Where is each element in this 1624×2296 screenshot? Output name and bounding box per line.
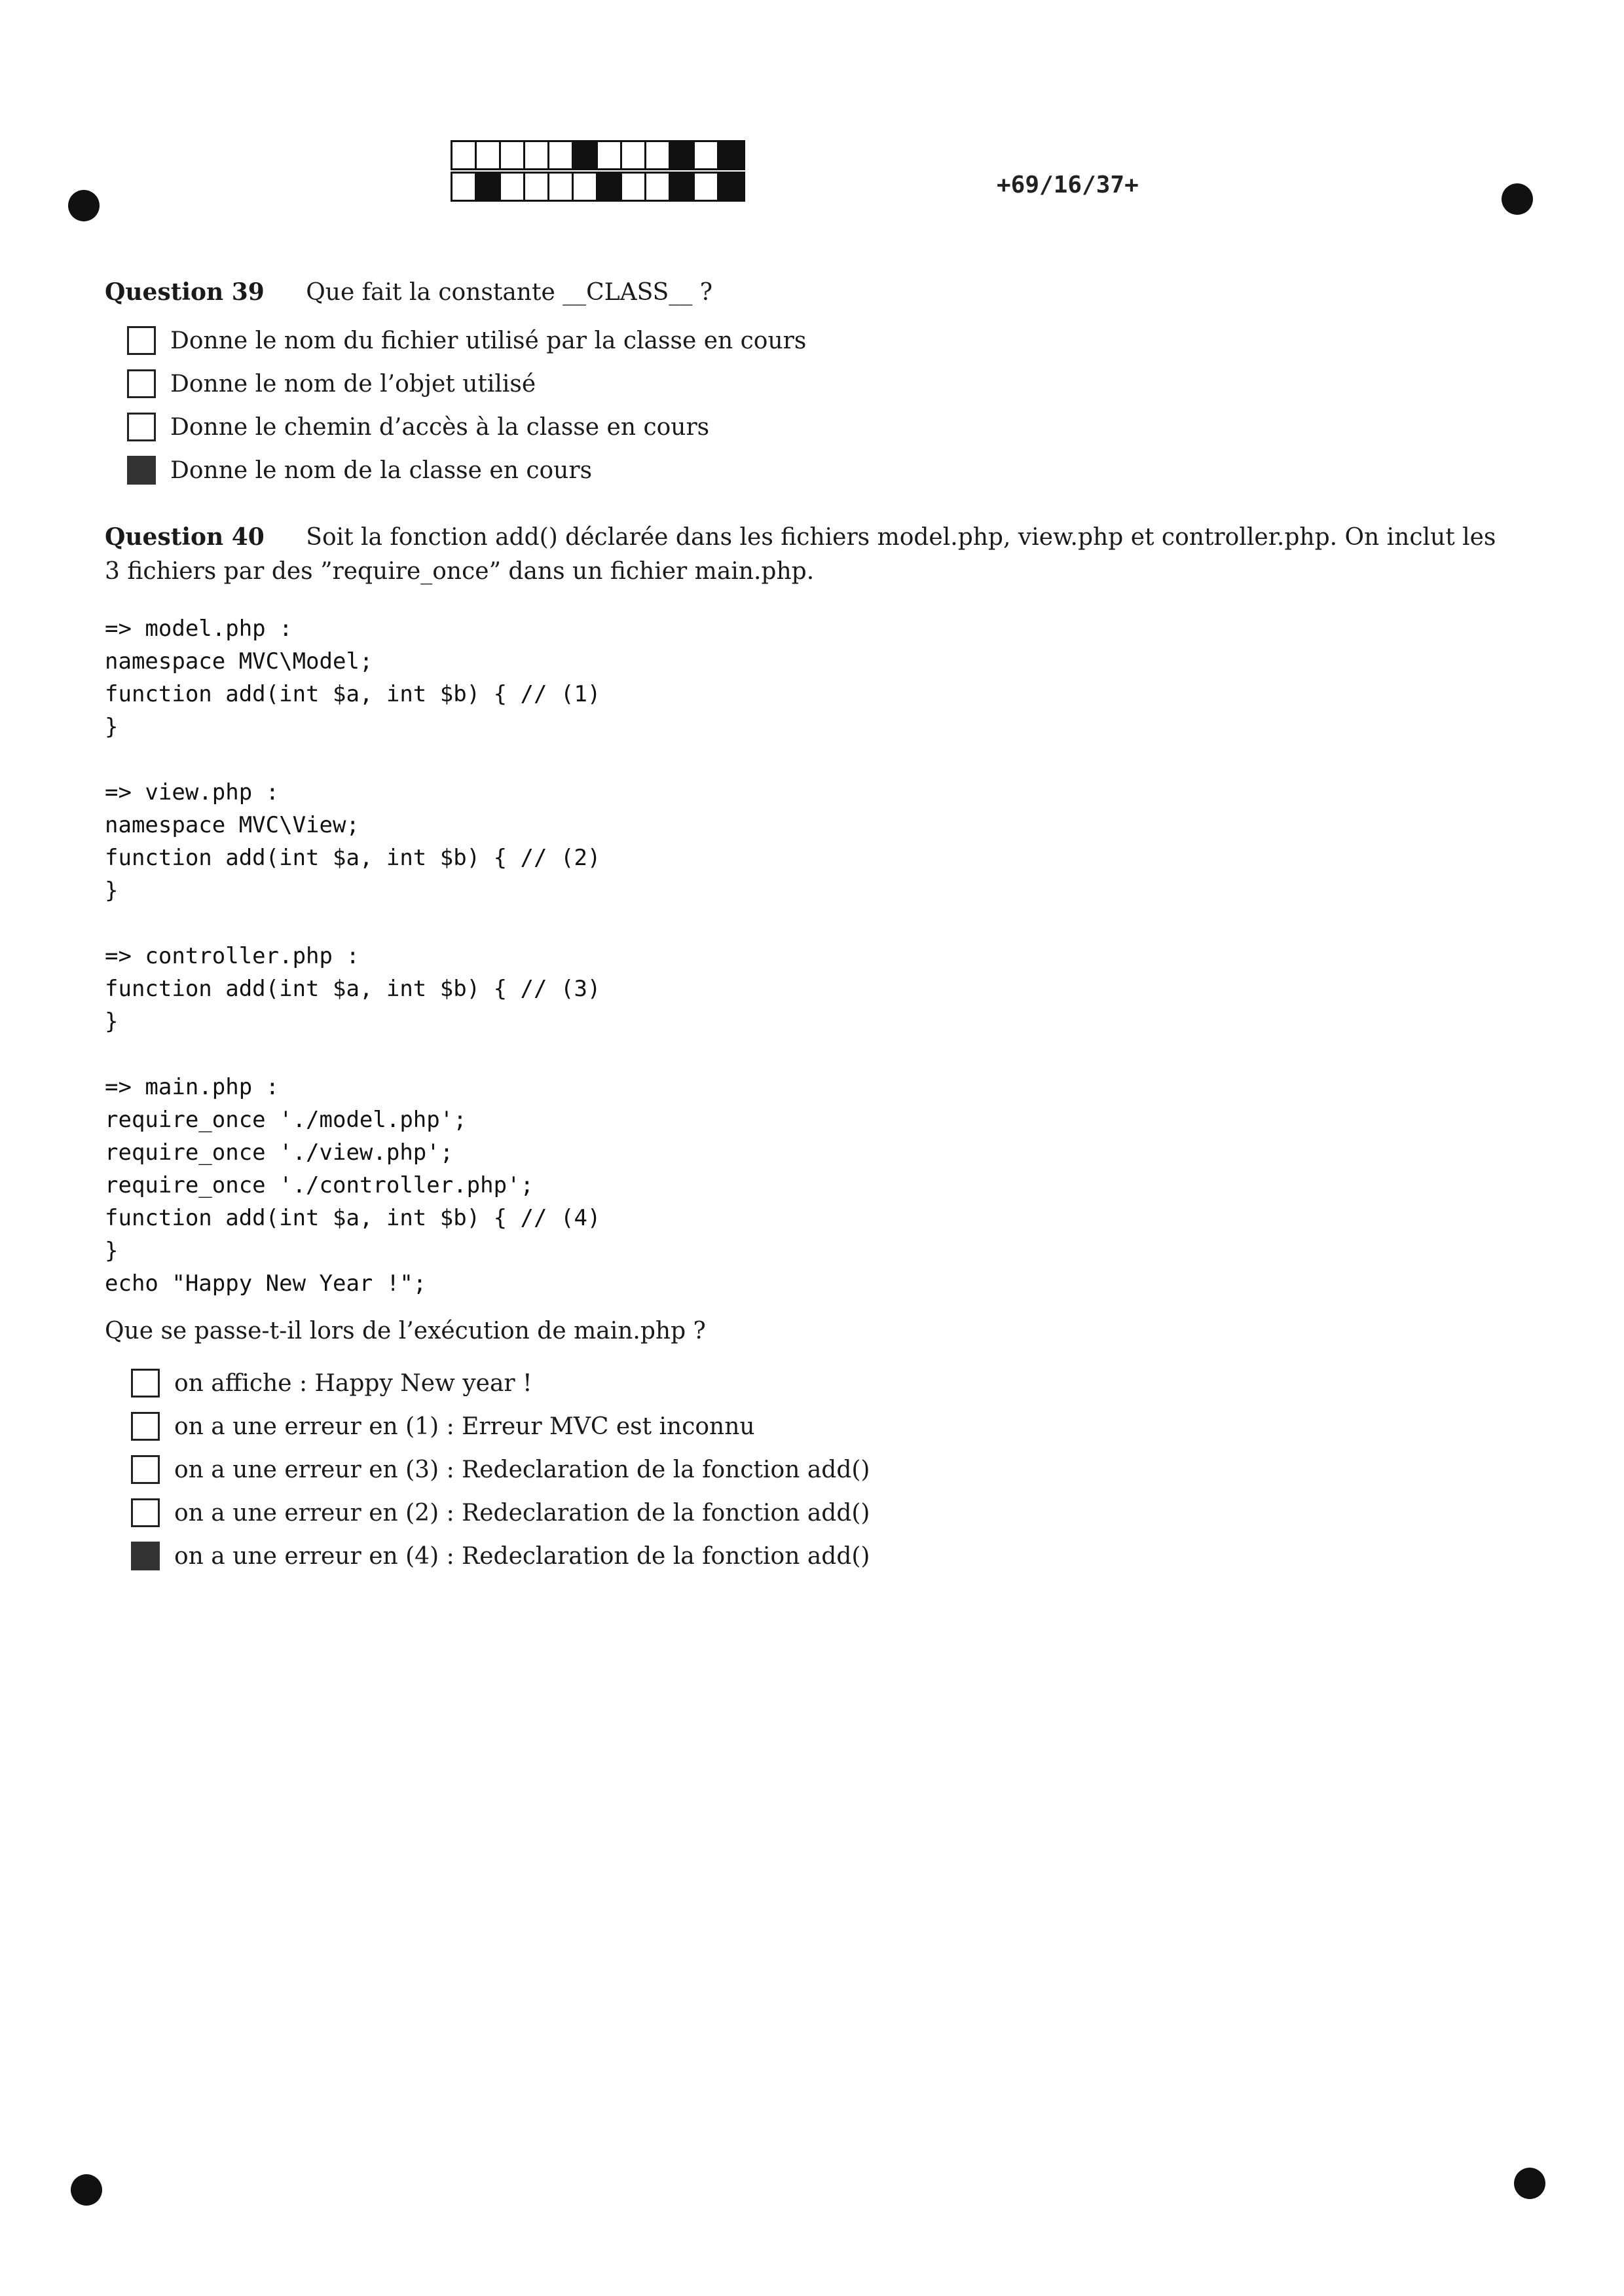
code-block-model: => model.php : namespace MVC\Model; function add(int $a, int $b) { // (1) } — [105, 616, 601, 740]
code-cell — [646, 142, 671, 168]
code-cell — [719, 174, 743, 200]
code-cell — [671, 142, 695, 168]
code-cell — [501, 142, 525, 168]
answer-choice[interactable] — [131, 1361, 1506, 1405]
choice-text: Donne le nom de la classe en cours — [170, 456, 593, 484]
question-label: Question 39 — [105, 278, 265, 306]
registration-mark-bottom-right — [1514, 2168, 1545, 2199]
checkbox[interactable] — [131, 1412, 160, 1441]
checkbox[interactable] — [131, 1498, 160, 1527]
answer-choice[interactable] — [131, 1534, 1506, 1578]
question-prompt: Que se passe-t-il lors de l’exécution de main.php ? — [105, 1318, 706, 1344]
code-cell — [574, 142, 598, 168]
question-text: Soit la fonction add() déclarée dans les fichiers model.php, view.php et controller.php. On inclut les 3 fichiers par des ”require_once” dans un fichier main.php. — [105, 524, 1496, 585]
choice-text: Donne le nom de l’objet utilisé — [170, 370, 536, 398]
code-cell — [501, 174, 525, 200]
code-block-controller: => controller.php : function add(int $a, int $b) { // (3) } — [105, 943, 601, 1035]
page-identifier: +69/16/37+ — [997, 172, 1139, 198]
code-cell — [622, 142, 646, 168]
code-cell — [452, 142, 477, 168]
answer-choices — [127, 319, 1506, 492]
question-40 — [105, 520, 1506, 1578]
answer-choice[interactable] — [131, 1405, 1506, 1448]
question-39-header — [105, 275, 1506, 310]
code-cell — [622, 174, 646, 200]
choice-text: on affiche : Happy New year ! — [174, 1369, 532, 1397]
registration-mark-bottom-left — [71, 2174, 102, 2206]
answer-choice[interactable] — [131, 1448, 1506, 1491]
checkbox[interactable] — [127, 369, 156, 398]
code-cell — [477, 142, 501, 168]
code-cell — [646, 174, 671, 200]
registration-mark-top-right — [1502, 183, 1533, 215]
code-block-view: => view.php : namespace MVC\View; function add(int $a, int $b) { // (2) } — [105, 779, 601, 904]
answer-choice[interactable] — [131, 1491, 1506, 1534]
code-cell — [477, 174, 501, 200]
code-cell — [719, 142, 743, 168]
choice-text: on a une erreur en (1) : Erreur MVC est inconnu — [174, 1413, 755, 1440]
code-cell — [549, 174, 574, 200]
answer-choice[interactable] — [127, 405, 1506, 449]
code-cell — [574, 174, 598, 200]
code-block-main: => main.php : require_once './model.php'; require_once './view.php'; require_once './controller.php'; function add(int $a, int $b) { // (4) } echo "Happy New Year !"; — [105, 1074, 601, 1297]
checkbox[interactable] — [131, 1369, 160, 1398]
code-cell — [598, 142, 622, 168]
checkbox[interactable] — [127, 456, 156, 485]
code-cell — [549, 142, 574, 168]
code-cell — [598, 174, 622, 200]
code-cell — [525, 142, 549, 168]
answer-choice[interactable] — [127, 319, 1506, 362]
question-39 — [105, 275, 1506, 492]
choice-text: Donne le chemin d’accès à la classe en cours — [170, 413, 710, 441]
binary-code-row-2 — [451, 172, 745, 202]
checkbox[interactable] — [127, 413, 156, 441]
choice-text: on a une erreur en (3) : Redeclaration de la fonction add() — [174, 1456, 870, 1483]
binary-code-row-1 — [451, 140, 745, 170]
choice-text: on a une erreur en (2) : Redeclaration de la fonction add() — [174, 1499, 870, 1527]
choice-text: on a une erreur en (4) : Redeclaration de la fonction add() — [174, 1542, 870, 1570]
code-cell — [452, 174, 477, 200]
checkbox[interactable] — [131, 1455, 160, 1484]
answer-choice[interactable] — [127, 449, 1506, 492]
code-cell — [695, 142, 719, 168]
answer-choice[interactable] — [127, 362, 1506, 405]
checkbox[interactable] — [127, 326, 156, 355]
answer-choices — [131, 1361, 1506, 1578]
code-cell — [525, 174, 549, 200]
question-text: Que fait la constante __CLASS__ ? — [306, 279, 713, 306]
choice-text: Donne le nom du fichier utilisé par la classe en cours — [170, 327, 807, 354]
question-label: Question 40 — [105, 523, 265, 551]
code-cell — [695, 174, 719, 200]
question-40-header — [105, 520, 1506, 589]
code-cell — [671, 174, 695, 200]
registration-mark-top-left — [68, 190, 100, 221]
checkbox[interactable] — [131, 1542, 160, 1570]
